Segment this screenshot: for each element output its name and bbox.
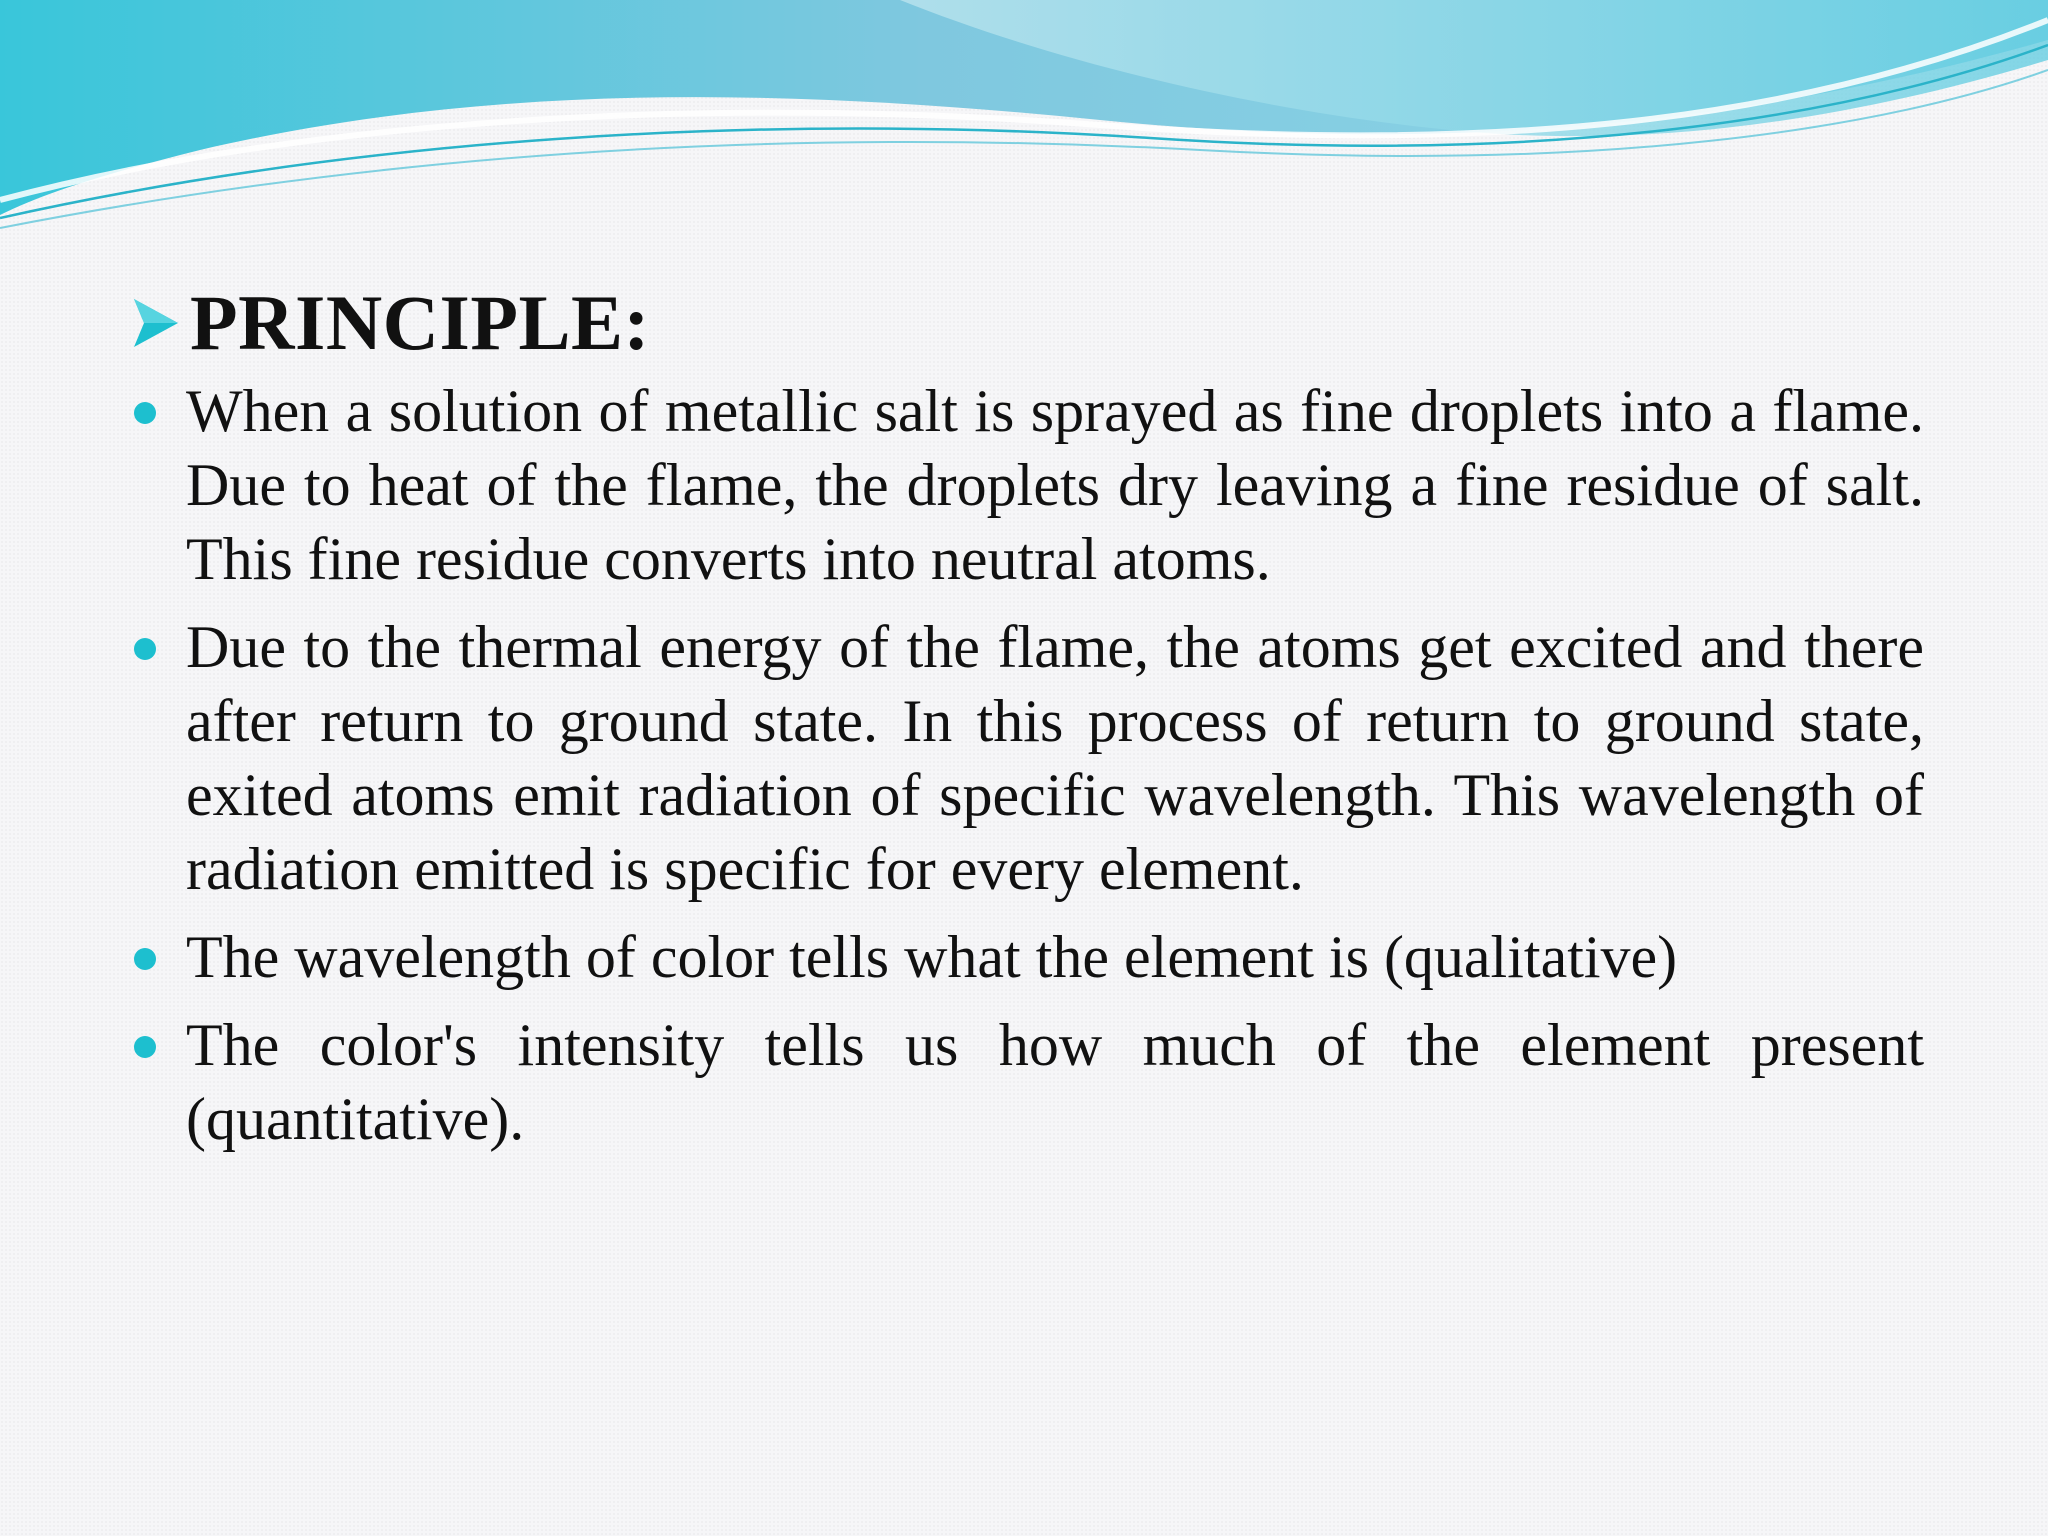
arrowhead-bullet-icon: [128, 295, 184, 351]
bullet-text: Due to the thermal energy of the flame, the atoms get excited and there after return to ground state. In this process of return to ground state, exited atoms emit radiation of specific wavelength. This wavelength of radiation emitted is specific for every element.: [186, 614, 1924, 902]
round-bullet-icon: [134, 402, 156, 424]
list-item: [128, 1008, 1924, 1156]
bullet-text: The color's intensity tells us how much of the element present (quantitative).: [186, 1012, 1924, 1152]
wave-banner: [0, 0, 2048, 240]
bullet-text: When a solution of metallic salt is sprayed as fine droplets into a flame. Due to heat of the flame, the droplets dry leaving a fine residue of salt. This fine residue converts into neutral atoms.: [186, 378, 1924, 592]
round-bullet-icon: [134, 638, 156, 660]
round-bullet-icon: [134, 948, 156, 970]
list-item: [128, 610, 1924, 906]
list-item: [128, 920, 1924, 994]
list-item: [128, 374, 1924, 596]
section-heading: [128, 278, 1924, 368]
bullet-list: [128, 374, 1924, 1156]
heading-text: PRINCIPLE:: [190, 279, 651, 366]
bullet-text: The wavelength of color tells what the element is (qualitative): [186, 924, 1678, 990]
slide-content: [128, 278, 1924, 1170]
round-bullet-icon: [134, 1036, 156, 1058]
